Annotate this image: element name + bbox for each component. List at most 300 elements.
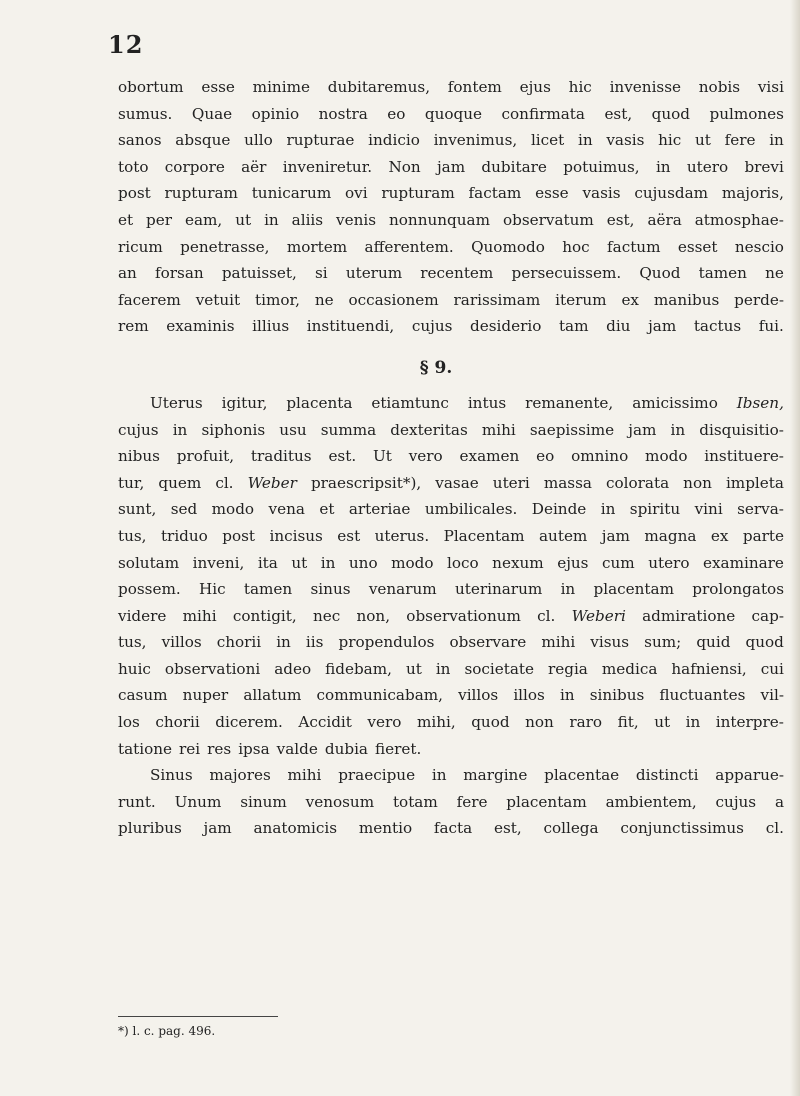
word: Quomodo (471, 237, 545, 256)
word: traditus (250, 447, 312, 466)
word: vasis (606, 131, 645, 150)
word: examinis (166, 317, 235, 336)
word: jam (601, 526, 630, 545)
word: tus, (118, 633, 147, 652)
word: adeo (274, 659, 312, 678)
word: est (337, 526, 361, 545)
word: cujus (411, 317, 453, 336)
word: Non (388, 157, 421, 176)
word: an (118, 264, 137, 283)
word: non (525, 713, 554, 732)
text-line (118, 180, 784, 207)
word: in (769, 131, 784, 150)
word: utero (686, 157, 729, 176)
word: eo (536, 447, 555, 466)
word: totam (392, 792, 438, 811)
word: mihi (182, 606, 217, 625)
word: fere (456, 792, 488, 811)
word: facta (433, 819, 473, 838)
word: non (683, 473, 712, 492)
word: in (685, 713, 701, 732)
word: Unum (174, 792, 222, 811)
word: disquisitio- (699, 420, 784, 439)
word: in (435, 659, 451, 678)
word: cum (601, 553, 635, 572)
text-line (118, 789, 784, 816)
word: cl. (765, 819, 784, 838)
word: diu (606, 317, 631, 336)
word: fluctuantes (659, 686, 746, 705)
text-line (118, 154, 784, 181)
word: corpore (164, 157, 225, 176)
text-line (118, 287, 784, 314)
word: societate (464, 659, 534, 678)
word: vil- (760, 686, 784, 705)
word: chorii (216, 633, 262, 652)
word: examinare (702, 553, 784, 572)
word: jam (628, 420, 657, 439)
word: Ibsen, (736, 393, 784, 412)
word: opinio (251, 104, 300, 123)
word: apparue- (715, 766, 784, 785)
word: hafniensi, (671, 659, 747, 678)
word: indicio (368, 131, 420, 150)
word: in (431, 766, 447, 785)
word: in (560, 580, 576, 599)
word: quod (651, 104, 691, 123)
text-line (118, 603, 784, 630)
text-line (118, 496, 784, 523)
word: non, (356, 606, 391, 625)
word: eam, (184, 210, 223, 229)
word: Ut (372, 447, 392, 466)
word: nescio (734, 237, 784, 256)
word: regia (547, 659, 588, 678)
word: dicerem. (215, 713, 283, 732)
word: intus (467, 393, 507, 412)
word: quem (158, 473, 202, 492)
word: ut (405, 659, 422, 678)
word: perde- (734, 290, 784, 309)
word: illos (513, 686, 545, 705)
word: per (146, 210, 173, 229)
word: cujus (118, 420, 159, 439)
word: chorii (155, 713, 200, 732)
word: placenta (286, 393, 353, 412)
text-line (118, 207, 784, 234)
word: sumus. (118, 104, 173, 123)
word: Placentam (443, 526, 525, 545)
word: contigit, (232, 606, 297, 625)
word: nexum (492, 553, 544, 572)
word: observationi (164, 659, 261, 678)
word: factum (607, 237, 661, 256)
word: invenimus, (433, 131, 518, 150)
word: placentam (506, 792, 587, 811)
word: massa (543, 473, 592, 492)
word: profuit, (176, 447, 235, 466)
word: siphonis (201, 420, 266, 439)
word: propendulos (338, 633, 435, 652)
text-line (118, 709, 784, 736)
word: instituendi, (306, 317, 395, 336)
word: ovi (345, 184, 368, 203)
word: occasionem (348, 290, 439, 309)
word: nibus (118, 447, 160, 466)
word: raro (569, 713, 603, 732)
word: Sinus (150, 766, 193, 785)
word: quod (745, 633, 784, 652)
text-line (118, 656, 784, 683)
word: cujus (715, 792, 757, 811)
text-line (118, 815, 784, 842)
text-line (118, 523, 784, 550)
word: illius (252, 317, 290, 336)
word: visus (590, 633, 630, 652)
paragraph-1 (118, 74, 784, 340)
word: dubia (324, 739, 368, 758)
word: Uterus (150, 393, 203, 412)
word: mihi (541, 633, 576, 652)
word: magna (644, 526, 697, 545)
word: majoris, (721, 184, 784, 203)
word: fui. (758, 317, 784, 336)
word: tunicarum (251, 184, 332, 203)
word: post (222, 526, 256, 545)
word: venosum (305, 792, 375, 811)
word: res (207, 739, 232, 758)
word: modo (391, 553, 434, 572)
word: Accidit (298, 713, 352, 732)
word: tatione (118, 739, 173, 758)
word: pluribus (118, 819, 182, 838)
word: rupturae (286, 131, 355, 150)
word: inveniretur. (282, 157, 373, 176)
word: si (315, 264, 328, 283)
word: fidebam, (325, 659, 392, 678)
word: hic (568, 78, 592, 96)
word: impleta (725, 473, 784, 492)
word: Deinde (531, 500, 587, 519)
word: summa (320, 420, 377, 439)
word: usu (279, 420, 307, 439)
word: jam (203, 819, 232, 838)
word: observare (449, 633, 527, 652)
word: rarissimam (453, 290, 541, 309)
word: et (118, 210, 134, 229)
page-number: 12 (108, 30, 144, 59)
word: utero (648, 553, 690, 572)
text-line (118, 417, 784, 444)
word: sunt, (118, 500, 157, 519)
word: cl. (215, 473, 234, 492)
word: anatomicis (253, 819, 338, 838)
word: modo (211, 500, 255, 519)
word: iis (305, 633, 324, 652)
word: confirmata (501, 104, 585, 123)
word: desiderio (470, 317, 542, 336)
word: jam (648, 317, 677, 336)
word: ut (291, 553, 308, 572)
word: facerem (118, 290, 181, 309)
word: ipsa (238, 739, 270, 758)
word: distincti (635, 766, 699, 785)
word: omnino (571, 447, 629, 466)
word: ex (710, 526, 729, 545)
word: spiritu (629, 500, 681, 519)
word: ut (235, 210, 252, 229)
word: post (118, 184, 151, 203)
word: cui (760, 659, 784, 678)
word: penetrasse, (180, 237, 270, 256)
word: prolongatos (692, 580, 784, 599)
word: praecipue (338, 766, 416, 785)
word: persecuissem. (511, 264, 622, 283)
word: quod (471, 713, 510, 732)
word: ullo (244, 131, 273, 150)
word: tus, (118, 526, 147, 545)
word: etiamtunc (371, 393, 449, 412)
word: allatum (243, 686, 302, 705)
word: los (118, 713, 140, 732)
word: fontem (447, 78, 502, 96)
word: praescripsit*), (310, 473, 422, 492)
word: fit, (617, 713, 639, 732)
paragraph-2 (118, 390, 784, 762)
word: Quod (639, 264, 681, 283)
word: jam (436, 157, 466, 176)
word: dexteritas (390, 420, 468, 439)
word: visi (757, 78, 784, 96)
word: aëra (647, 210, 682, 229)
footnote-rule (118, 1016, 278, 1017)
word: sinibus (589, 686, 645, 705)
word: villos (458, 686, 499, 705)
word: mihi (287, 766, 322, 785)
word: aër (241, 157, 267, 176)
word: tam (558, 317, 589, 336)
word: tur, (118, 473, 145, 492)
word: esse (535, 184, 569, 203)
word: est. (328, 447, 357, 466)
word: vetuit (195, 290, 241, 309)
word: iterum (555, 290, 607, 309)
word: vini (694, 500, 723, 519)
word: in (577, 131, 593, 150)
word: vasae (435, 473, 479, 492)
word: venarum (368, 580, 437, 599)
word: eo (387, 104, 406, 123)
word: dubitare (481, 157, 547, 176)
text-line (118, 550, 784, 577)
word: invenisse (609, 78, 681, 96)
word: rei (179, 739, 201, 758)
word: admiratione (642, 606, 736, 625)
text-line (118, 390, 784, 417)
word: afferentem. (364, 237, 454, 256)
word: tamen (243, 580, 293, 599)
word: nuper (182, 686, 229, 705)
text-line (118, 736, 784, 763)
word: rem (118, 317, 149, 336)
word: brevi (744, 157, 784, 176)
word: Weber (247, 473, 297, 492)
word: ut (654, 713, 671, 732)
word: casum (118, 686, 168, 705)
text-line (118, 443, 784, 470)
word: forsan (155, 264, 204, 283)
word: timor, (255, 290, 300, 309)
word: uterinarum (454, 580, 543, 599)
word: nonnunquam (389, 210, 491, 229)
word: sum; (644, 633, 682, 652)
word: a (774, 792, 784, 811)
word: communicabam, (316, 686, 443, 705)
word: pulmones (709, 104, 784, 123)
word: in (600, 500, 616, 519)
word: cujusdam (634, 184, 709, 203)
word: ejus (557, 553, 589, 572)
word: Weberi (571, 606, 626, 625)
word: serva- (737, 500, 784, 519)
word: runt. (118, 792, 156, 811)
word: valde (276, 739, 318, 758)
word: ita (257, 553, 278, 572)
word: incisus (269, 526, 323, 545)
word: quid (696, 633, 731, 652)
word: videre (118, 606, 167, 625)
word: licet (530, 131, 565, 150)
word: saepissime (529, 420, 615, 439)
word: uteri (492, 473, 530, 492)
word: tactus (693, 317, 742, 336)
word: esset (677, 237, 718, 256)
word: nobis (698, 78, 741, 96)
word: modo (645, 447, 688, 466)
word: loco (447, 553, 479, 572)
paragraph-3 (118, 762, 784, 842)
word: nostra (318, 104, 368, 123)
word: tamen (698, 264, 747, 283)
word: patuisset, (221, 264, 297, 283)
body-text (118, 74, 784, 842)
word: fere (724, 131, 756, 150)
word: remanente, (525, 393, 614, 412)
word: cap- (751, 606, 784, 625)
word: collega (543, 819, 599, 838)
text-line (118, 762, 784, 789)
word: atmosphae- (694, 210, 784, 229)
word: interpre- (715, 713, 784, 732)
word: fieret. (374, 739, 422, 758)
word: hic (658, 131, 682, 150)
word: minime (252, 78, 310, 96)
text-line (118, 260, 784, 287)
word: Hic (198, 580, 226, 599)
text-line (118, 74, 784, 101)
word: rupturam (164, 184, 238, 203)
text-line (118, 682, 784, 709)
text-line (118, 576, 784, 603)
word: ambientem, (605, 792, 697, 811)
word: in (276, 633, 291, 652)
text-line (118, 127, 784, 154)
word: majores (209, 766, 271, 785)
word: est, (606, 210, 635, 229)
word: uterum (345, 264, 403, 283)
word: hoc (562, 237, 590, 256)
text-line (118, 234, 784, 261)
word: vena (268, 500, 305, 519)
word: rupturam (381, 184, 455, 203)
word: conjunctissimus (620, 819, 744, 838)
word: in (172, 420, 188, 439)
word: esse (201, 78, 235, 96)
word: mentio (358, 819, 413, 838)
word: parte (742, 526, 784, 545)
word: inveni, (192, 553, 245, 572)
word: Quae (191, 104, 233, 123)
word: umbilicales. (424, 500, 518, 519)
word: villos (161, 633, 202, 652)
word: sed (170, 500, 198, 519)
word: uterus. (374, 526, 430, 545)
word: in (320, 553, 336, 572)
page-edge (790, 0, 800, 1096)
word: colorata (606, 473, 670, 492)
word: solutam (118, 553, 180, 572)
word: aliis (291, 210, 324, 229)
word: in (670, 420, 686, 439)
word: triduo (160, 526, 208, 545)
word: in (264, 210, 279, 229)
word: ut (695, 131, 711, 150)
word: vero (367, 713, 402, 732)
word: cl. (537, 606, 556, 625)
word: absque (175, 131, 231, 150)
section-heading: § 9. (419, 357, 453, 378)
word: mortem (286, 237, 348, 256)
word: sinus (310, 580, 351, 599)
word: recentem (420, 264, 494, 283)
word: possem. (118, 580, 181, 599)
text-line (118, 101, 784, 128)
word: ejus (519, 78, 551, 96)
word: observationum (406, 606, 521, 625)
word: est, (604, 104, 633, 123)
word: observatum (502, 210, 594, 229)
word: mihi, (416, 713, 456, 732)
word: et (319, 500, 335, 519)
word: arteriae (348, 500, 411, 519)
footnote: *) l. c. pag. 496. (118, 1024, 216, 1038)
word: venis (336, 210, 377, 229)
word: ne (314, 290, 334, 309)
word: quoque (424, 104, 483, 123)
word: margine (463, 766, 528, 785)
word: amicissimo (632, 393, 718, 412)
word: in (655, 157, 671, 176)
text-line (118, 629, 784, 656)
word: factam (468, 184, 522, 203)
word: potuimus, (563, 157, 640, 176)
word: instituere- (704, 447, 784, 466)
word: vasis (582, 184, 621, 203)
word: sanos (118, 131, 162, 150)
text-line (118, 470, 784, 497)
word: mihi (481, 420, 516, 439)
word: ne (765, 264, 784, 283)
